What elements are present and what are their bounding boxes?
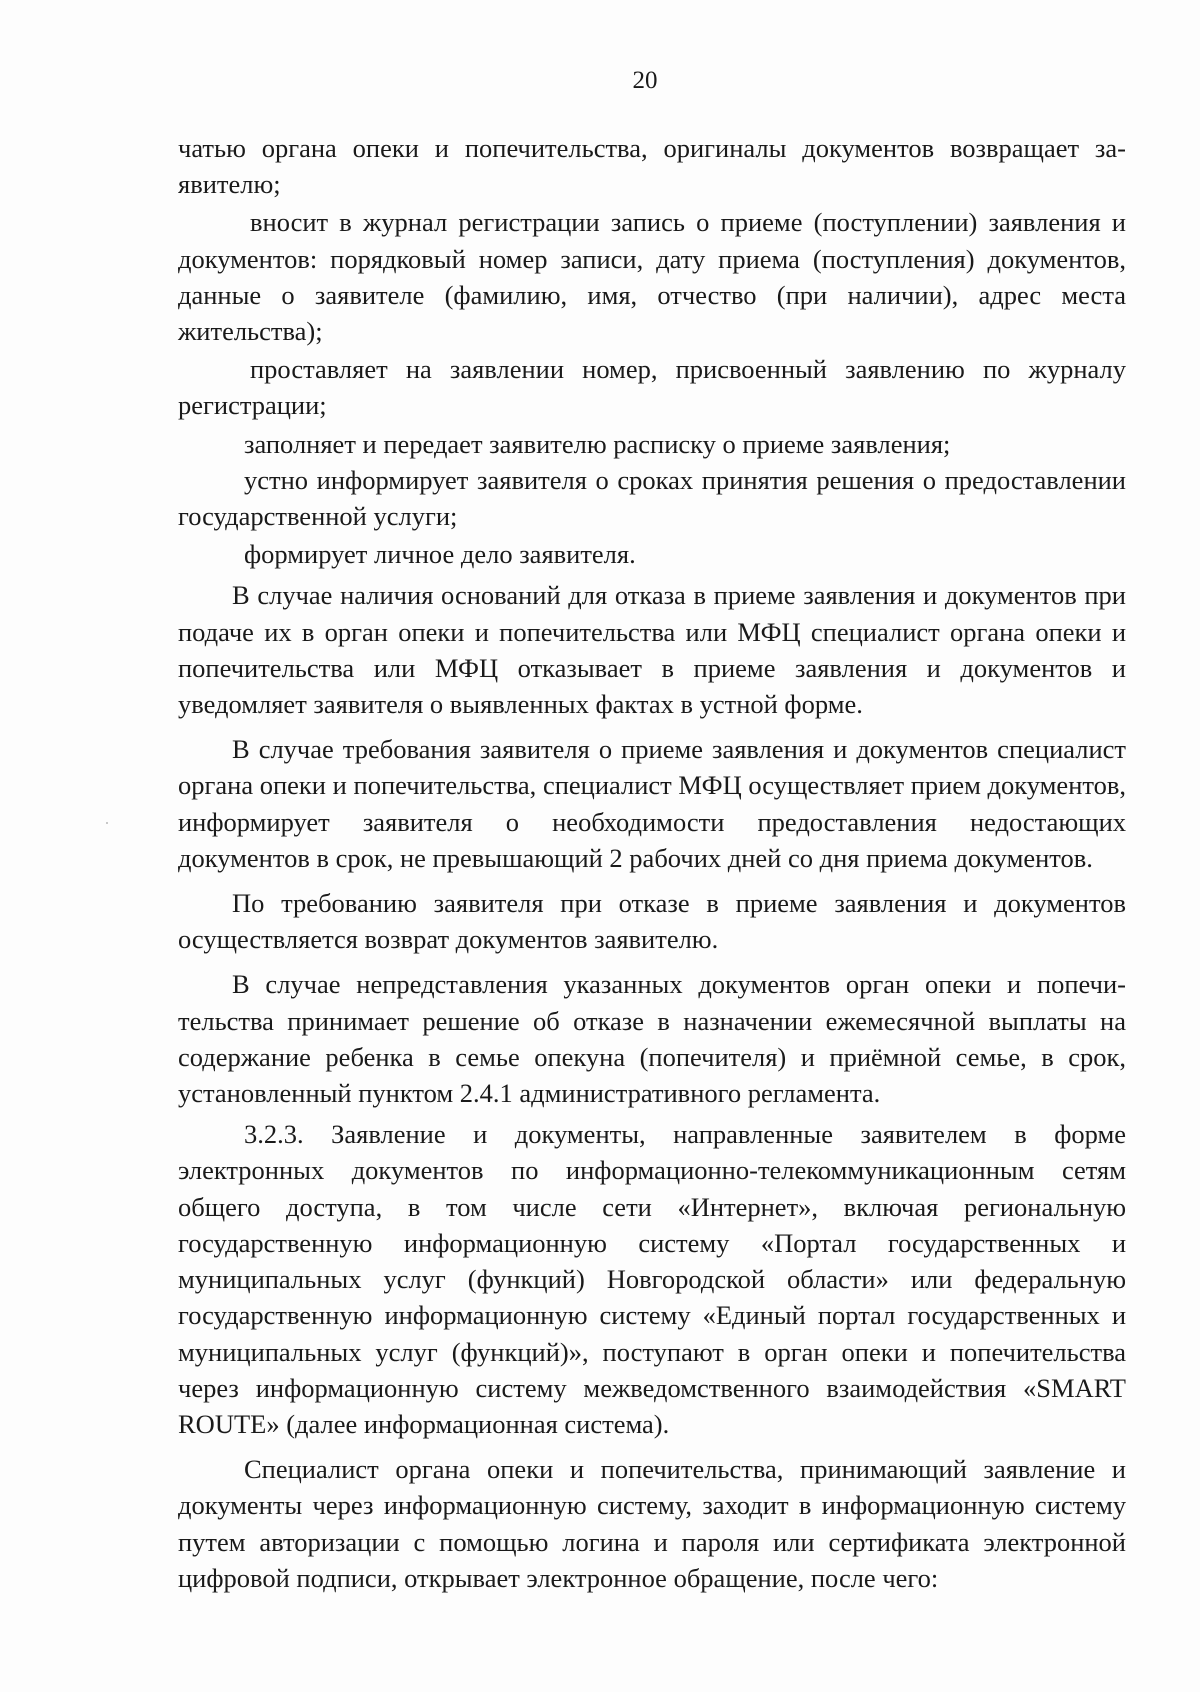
margin-speck — [106, 822, 108, 824]
paragraph-section-3-2-3: 3.2.3. Заявление и документы, направленные заявителем в форме электронных документов по информационно-телекоммуникационным сетям общего доступа, в том числе сети «Интернет», включая региональную государственную информационную систему «Портал государственных и муниципальных услуг (функций) Новгородской области» или федеральную государственную информационную систему «Единый портал государственных и муниципальных услуг (функций)», поступают в орган опеки и попечительства через информационную систему межведомственного взаимодействия «SMART ROUTE» (далее информационная система). — [178, 1119, 1126, 1439]
paragraph-continuation: чатью органа опеки и попечительства, оригиналы документов возвращает заявителю; — [178, 133, 1126, 200]
page-body — [178, 130, 1126, 1596]
paragraph-refusal-grounds: В случае наличия оснований для отказа в приеме заявления и документов при подаче их в орган опеки и попечительства или МФЦ специалист органа опеки и попечительства или МФЦ отказывает в приеме заявления и документов и уведомляет заявителя о выявленных фактах в устной форме. — [178, 580, 1126, 720]
paragraph-personal-file: формирует личное дело заявителя. — [244, 539, 636, 570]
paragraph-specialist-login: Специалист органа опеки и попечительства, принимающий заявление и документы через информационную систему, заходит в информационную систему путем авторизации с помощью логина и пароля или сертификата электронной цифровой подписи, открывает электронное обращение, после чего: — [178, 1454, 1126, 1593]
paragraph-return-documents: По требованию заявителя при отказе в приеме заявления и документов осуществляется возврат документов заявителю. — [178, 888, 1126, 955]
paragraph-non-submission: В случае непредставления указанных документов орган опеки и попечительства принимает решение об отказе в назначении ежемесячной выплаты на содержание ребенка в семье опекуна (попечителя) и приёмной семье, в срок, установленный пунктом 2.4.1 административного регламента. — [178, 969, 1126, 1109]
paragraph-applicant-request: В случае требования заявителя о приеме заявления и документов специалист органа опеки и попечительства, специалист МФЦ осуществляет прием документов, информирует заявителя о необходимости предоставления недостающих документов в срок, не превышающий 2 рабочих дней со дня приема документов. — [178, 734, 1126, 873]
paragraph-journal-entry: вносит в журнал регистрации запись о приеме (поступлении) заявления и документов: порядковый номер записи, дату приема (поступления) документов, данные о заявителе (фамилию, имя, отчество (при наличии), адрес места жительства); — [178, 207, 1126, 347]
paragraph-inform-deadlines: устно информирует заявителя о сроках принятия решения о предоставлении государственной услуги; — [178, 464, 1126, 532]
paragraph-assign-number: проставляет на заявлении номер, присвоенный заявлению по журналу регистрации; — [178, 354, 1126, 421]
paragraph-receipt: заполняет и передает заявителю расписку о приеме заявления; — [244, 428, 951, 459]
page-number: 20 — [632, 67, 658, 94]
